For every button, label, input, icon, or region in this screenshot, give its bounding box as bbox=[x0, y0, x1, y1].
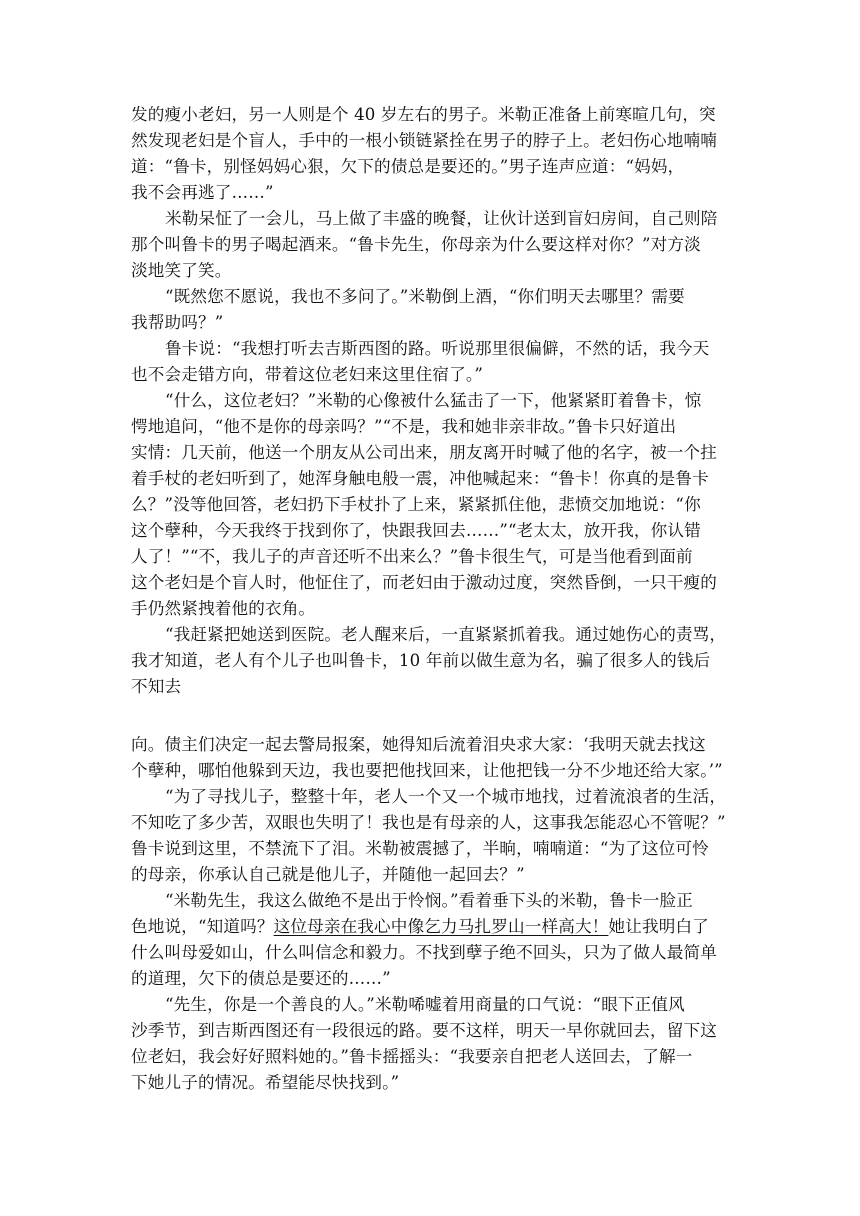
text-line: 不知去 bbox=[131, 677, 182, 696]
text-line: 我帮助吗？” bbox=[131, 313, 224, 332]
text-line: 这个孽种，今天我终于找到你了，快跟我回去……”“老太太，放开我，你认错 bbox=[131, 521, 701, 540]
text-line: “既然您不愿说，我也不多问了。”米勒倒上酒，“你们明天去哪里？需要 bbox=[165, 287, 685, 306]
text-line: 米勒呆怔了一会儿，马上做了丰盛的晚餐，让伙计送到盲妇房间，自己则陪 bbox=[165, 209, 718, 228]
text-line: “什么，这位老妇？”米勒的心像被什么猛击了一下，他紧紧盯着鲁卡，惊 bbox=[165, 391, 702, 410]
text-block-top bbox=[131, 102, 729, 700]
text-line: 向。债主们决定一起去警局报案，她得知后流着泪央求大家：‘我明天就去找这 bbox=[131, 735, 706, 754]
text-segment: 她让我明白了 bbox=[608, 917, 709, 936]
text-line: 位老妇，我会好好照料她的。”鲁卡摇摇头：“我要亲自把老人送回去，了解一 bbox=[131, 1047, 693, 1066]
text-line: 道：“鲁卡，别怪妈妈心狠，欠下的债总是要还的。”男子连声应道：“妈妈， bbox=[131, 157, 685, 176]
text-line: 淡地笑了笑。 bbox=[131, 261, 232, 280]
text-segment: 色地说，“知道吗？ bbox=[131, 917, 274, 936]
text-line: 下她儿子的情况。希望能尽快找到。” bbox=[131, 1073, 400, 1092]
text-line: 沙季节，到吉斯西图还有一段很远的路。要不这样，明天一早你就回去，留下这 bbox=[131, 1021, 718, 1040]
text-line: “为了寻找儿子，整整十年，老人一个又一个城市地找，过着流浪者的生活， bbox=[165, 787, 727, 806]
underlined-sentence: 这位母亲在我心中像乞力马扎罗山一样高大！ bbox=[273, 917, 609, 936]
text-line: 这个老妇是个盲人时，他怔住了，而老妇由于激动过度，突然昏倒，一只干瘦的 bbox=[131, 573, 718, 592]
text-line: 人了！”“不，我儿子的声音还听不出来么？”鲁卡很生气，可是当他看到面前 bbox=[131, 547, 693, 566]
text-line: 的母亲，你承认自己就是他儿子，并随他一起回去？” bbox=[131, 865, 525, 884]
text-block-bottom bbox=[131, 732, 729, 1096]
text-line: “我赶紧把她送到医院。老人醒来后，一直紧紧抓着我。通过她伤心的责骂， bbox=[165, 625, 727, 644]
text-line: 愕地追问，“他不是你的母亲吗？”“不是，我和她非亲非故。”鲁卡只好道出 bbox=[131, 417, 677, 436]
text-line: 个孽种，哪怕他躲到天边，我也要把他找回来，让他把钱一分不少地还给大家。’” bbox=[131, 761, 723, 780]
text-line: 手仍然紧拽着他的衣角。 bbox=[131, 599, 316, 618]
text-line-with-underline bbox=[131, 914, 729, 940]
text-line: 然发现老妇是个盲人，手中的一根小锁链紧拴在男子的脖子上。老妇伤心地喃喃 bbox=[131, 131, 718, 150]
text-line: 也不会走错方向，带着这位老妇来这里住宿了。” bbox=[131, 365, 483, 384]
text-line: “米勒先生，我这么做绝不是出于怜悯。”看着垂下头的米勒，鲁卡一脸正 bbox=[165, 891, 694, 910]
text-line: 着手杖的老妇听到了，她浑身触电般一震，冲他喊起来：“鲁卡！你真的是鲁卡 bbox=[131, 469, 709, 488]
text-line: 那个叫鲁卡的男子喝起酒来。“鲁卡先生，你母亲为什么要这样对你？”对方淡 bbox=[131, 235, 701, 254]
text-line: 的道理，欠下的债总是要还的……” bbox=[131, 969, 391, 988]
text-line: 我才知道，老人有个儿子也叫鲁卡，10 年前以做生意为名，骗了很多人的钱后 bbox=[131, 651, 711, 670]
text-line: “先生，你是一个善良的人。”米勒唏嘘着用商量的口气说：“眼下正值风 bbox=[165, 995, 685, 1014]
text-line: 鲁卡说到这里，不禁流下了泪。米勒被震撼了，半晌，喃喃道：“为了这位可怜 bbox=[131, 839, 709, 858]
text-line: 鲁卡说：“我想打听去吉斯西图的路。听说那里很偏僻，不然的话，我今天 bbox=[165, 339, 710, 358]
text-line: 不知吃了多少苦，双眼也失明了！我也是有母亲的人，这事我怎能忍心不管呢？” bbox=[131, 813, 726, 832]
text-line: 么？”没等他回答，老妇扔下手杖扑了上来，紧紧抓住他，悲愤交加地说：“你 bbox=[131, 495, 701, 514]
text-line: 我不会再逃了……” bbox=[131, 183, 274, 202]
text-line: 什么叫母爱如山，什么叫信念和毅力。不找到孽子绝不回头，只为了做人最简单 bbox=[131, 943, 718, 962]
text-line: 实情：几天前，他送一个朋友从公司出来，朋友离开时喊了他的名字，被一个拄 bbox=[131, 443, 718, 462]
text-line: 发的瘦小老妇，另一人则是个 40 岁左右的男子。米勒正准备上前寒暄几句，突 bbox=[131, 105, 716, 124]
